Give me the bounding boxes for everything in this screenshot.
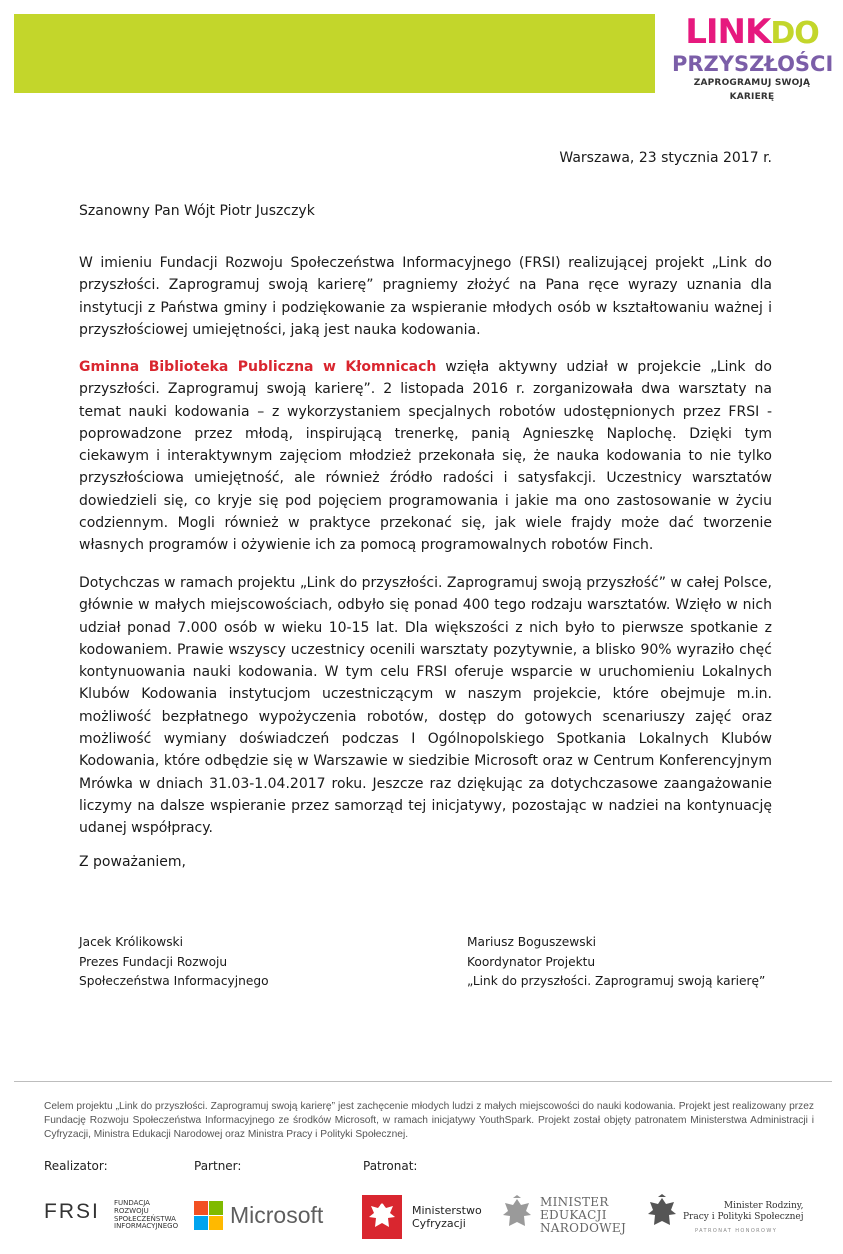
logo-word-przyszlosci: PRZYSZŁOŚCI xyxy=(672,52,834,76)
microsoft-wordmark: Microsoft xyxy=(230,1202,324,1228)
signer-project: „Link do przyszłości. Zaprogramuj swoją karierę” xyxy=(467,974,766,988)
ministry-education-logo xyxy=(500,1195,627,1239)
ministry-line: Ministerstwo xyxy=(412,1204,482,1217)
ministry-family-name xyxy=(683,1201,804,1223)
label-realizator: Realizator: xyxy=(44,1159,108,1173)
header-color-bar xyxy=(14,14,655,93)
ministry-line: Minister Rodziny, xyxy=(723,1201,804,1211)
frsi-line: INFORMACYJNEGO xyxy=(114,1222,179,1231)
footer-divider xyxy=(14,1081,832,1082)
honorary-patronage-label: PATRONAT HONOROWY xyxy=(695,1228,778,1234)
paragraph-2 xyxy=(79,356,772,557)
ministry-digital-logo xyxy=(362,1195,482,1243)
ministry-line: EDUKACJI xyxy=(540,1208,607,1222)
library-name-highlight: Gminna Biblioteka Publiczna w Kłomnicach xyxy=(79,359,437,375)
ministry-line: Pracy i Polityki Społecznej xyxy=(683,1212,804,1222)
logo-word-do: DO xyxy=(770,16,819,51)
ministry-education-name xyxy=(540,1196,626,1235)
ministry-line: Cyfryzacji xyxy=(412,1217,466,1230)
letter-date: Warszawa, 23 stycznia 2017 r. xyxy=(559,150,772,166)
link-do-przyszlosci-logo xyxy=(672,12,834,102)
paragraph-3: Dotychczas w ramach projektu „Link do przyszłości. Zaprogramuj swoją przyszłość” w całej Polsce, głównie w małych miejscowościach, odbyło się ponad 400 tego rodzaju warsztatów. Wzięło w nich udział ponad 7.000 osób w wieku 10-15 lat. Dla większości z nich było to pierwsze spotkanie z kodowaniem. Prawie wszyscy uczestnicy ocenili warsztaty pozytywnie, a blisko 90% wyraziło chęć kontynuowania nauki kodowania. W tym celu FRSI oferuje wsparcie w uruchomieniu Lokalnych Klubów Kodowania instytucjom uczestniczącym w naszym projekcie, które obejmuje m.in. możliwość bezpłatnego wypożyczenia robotów, dostęp do gotowych scenariuszy zajęć oraz możliwość wymiany doświadczeń podczas I Ogólnopolskiego Spotkania Lokalnych Klubów Kodowania, które odbędzie się w Warszawie w siedzibie Microsoft oraz w Centrum Konferencyjnym Mrówka w dniach 31.03-1.04.2017 roku. Jeszcze raz dziękując za dotychczasowe zaangażowanie liczymy na dalsze wspieranie przez samorząd tej inicjatywy, pozostając w nadziei na kontynuację udanej współpracy. xyxy=(79,575,772,837)
signer-role: Koordynator Projektu xyxy=(467,954,596,969)
logo-word-link: LINK xyxy=(685,12,771,52)
frsi-line: ROZWOJU xyxy=(114,1206,149,1215)
signer-name: Mariusz Boguszewski xyxy=(467,935,597,949)
letter-closing: Z poważaniem, xyxy=(79,854,186,870)
signer-role: Prezes Fundacji Rozwoju xyxy=(79,954,228,969)
polish-eagle-icon xyxy=(362,1195,402,1239)
frsi-line: SPOŁECZEŃSTWA xyxy=(114,1214,176,1223)
paragraph-2-text: wzięła aktywny udział w projekcie „Link do przyszłości. Zaprogramuj swoją karierę”. 2 listopada 2016 r. zorganizowała dwa warsztaty na temat nauki kodowania – z wykorzystaniem specjalnych robotów udostępnionych przez FRSI - poprowadzone przez młodą, inspirującą trenerkę, panią Agnieszkę Naplochę. Dzięki tym ciekawym i interaktywnym zajęciom młodzież przekonała się, że nauka kodowania to nie tylko przyszłościowa umiejętność, ale również źródło radości i satysfakcji. Uczestnicy warsztatów dowiedzieli się, co kryje się pod pojęciem programowania i jakie ma ono zastosowanie w życiu codziennym. Mogli również w praktyce przekonać się, jak wiele frajdy może dać tworzenie własnych programów i ożywienie ich za pomocą programowalnych robotów Finch. xyxy=(79,359,772,554)
label-partner: Partner: xyxy=(194,1159,242,1173)
ministry-family-logo xyxy=(645,1193,804,1237)
microsoft-windows-icon xyxy=(194,1201,223,1230)
frsi-mark: FRSI xyxy=(44,1200,100,1223)
eagle-emblem-icon xyxy=(500,1195,534,1235)
signer-name: Jacek Królikowski xyxy=(79,935,183,949)
ministry-digital-name xyxy=(412,1204,482,1230)
paragraph-1: W imieniu Fundacji Rozwoju Społeczeństwa Informacyjnego (FRSI) realizującej projekt „Link do przyszłości. Zaprogramuj swoją karierę” pragniemy złożyć na Pana ręce wyrazy uznania dla instytucji z Państwa gminy i podziękowanie za wspieranie młodych osób w kształtowaniu ważnej i przyszłościowej umiejętności, jaką jest nauka kodowania. xyxy=(79,255,772,338)
eagle-emblem-icon xyxy=(645,1193,679,1233)
ministry-line: MINISTER xyxy=(540,1195,609,1209)
ministry-line: NARODOWEJ xyxy=(540,1221,627,1235)
footer-note: Celem projektu „Link do przyszłości. Zaprogramuj swoją karierę” jest zachęcenie młodych ludzi z małych miejscowości do nauki kodowania. Projekt jest realizowany przez Fundację Rozwoju Społeczeństwa Informacyjnego ze środków Microsoft, w ramach inicjatywy YouthSpark. Projekt został objęty patronatem Ministerstwa Administracji i Cyfryzacji, Ministra Edukacji Narodowej oraz Ministra Pracy i Polityki Społecznej. xyxy=(44,1101,814,1140)
logo-tagline: ZAPROGRAMUJ SWOJĄ KARIERĘ xyxy=(693,78,811,102)
signature-left xyxy=(79,933,269,992)
letter-salutation: Szanowny Pan Wójt Piotr Juszczyk xyxy=(79,203,315,219)
frsi-line: FUNDACJA xyxy=(114,1199,150,1207)
label-patronat: Patronat: xyxy=(363,1159,418,1173)
signer-org: Społeczeństwa Informacyjnego xyxy=(79,974,269,988)
signature-right xyxy=(467,933,765,992)
